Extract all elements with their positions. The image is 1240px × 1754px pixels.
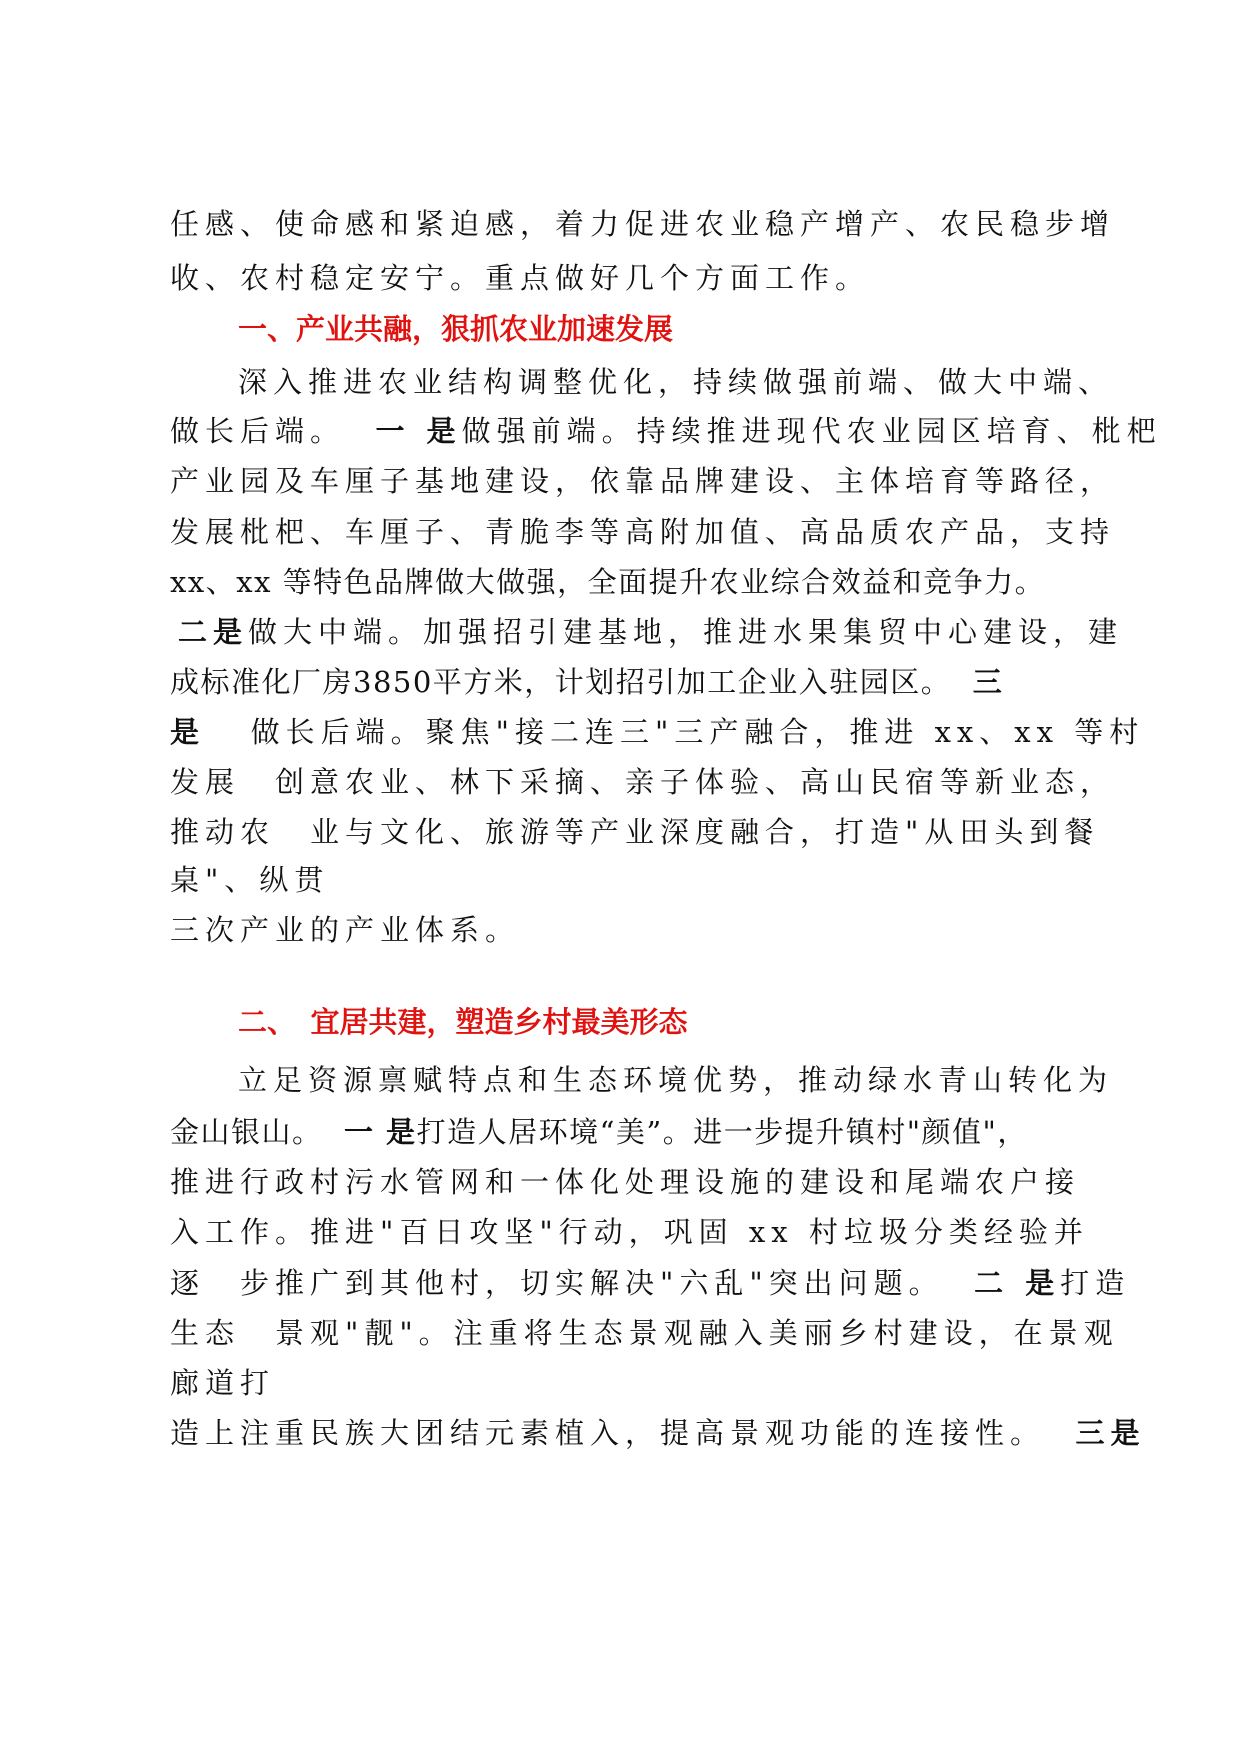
text-run: 收、农村稳定安宁。重点做好几个方面工作。 <box>170 261 871 295</box>
paragraph-line <box>170 764 1115 800</box>
text-run: xx、xx 等特色品牌做大做强，全面提升农业综合效益和竞争力。 <box>170 565 1046 599</box>
paragraph-line <box>170 564 1045 600</box>
paragraph-line <box>170 1265 1130 1301</box>
paragraph-line <box>170 206 1115 242</box>
paragraph-line <box>170 862 329 898</box>
text-run: 打造 <box>1060 1266 1131 1300</box>
section-heading-1: 一、产业共融，狠抓农业加速发展 <box>238 312 674 346</box>
paragraph-line <box>170 1415 1145 1451</box>
paragraph-line <box>170 1315 1119 1351</box>
paragraph-line <box>170 664 1003 700</box>
emphasis-label: 二是 <box>178 615 249 649</box>
text-run: 做大中端。加强招引建基地，推进水果集贸中心建设，建 <box>248 615 1124 649</box>
paragraph-line <box>170 714 1144 750</box>
paragraph-line <box>170 912 520 948</box>
text-run: 深入推进农业结构调整优化，持续做强前端、做大中端、 <box>238 365 1114 399</box>
paragraph-line <box>170 1164 1080 1200</box>
text-run: 造上注重民族大团结元素植入，提高景观功能的连接性。 <box>170 1416 1046 1450</box>
paragraph-line <box>170 514 1115 550</box>
text-run: 生态 景观"靓"。注重将生态景观融入美丽乡村建设，在景观 <box>170 1316 1119 1350</box>
text-run: 打造人居环境“美”。进一步提升镇村"颜值"， <box>416 1115 1028 1149</box>
text-run: 推动农 业与文化、旅游等产业深度融合，打造"从田头到餐 <box>170 815 1100 849</box>
paragraph-line <box>170 814 1099 850</box>
text-run: 任感、使命感和紧迫感，着力促进农业稳产增产、农民稳步增 <box>170 207 1116 241</box>
paragraph-line <box>178 614 1123 650</box>
emphasis-label: 是 <box>170 715 206 749</box>
text-run: 成标准化厂房3850平方米，计划招引加工企业入驻园区。 <box>170 665 952 699</box>
paragraph-line <box>170 413 1162 449</box>
text-run: 发展 创意农业、林下采摘、亲子体验、高山民宿等新业态， <box>170 765 1116 799</box>
emphasis-label: 一 是 <box>375 414 462 448</box>
text-run: 逐 步推广到其他村，切实解决"六乱"突出问题。 <box>170 1266 944 1300</box>
text-run: 立足资源禀赋特点和生态环境优势，推动绿水青山转化为 <box>238 1063 1114 1097</box>
text-run: 入工作。推进"百日攻坚"行动，巩固 xx 村垃圾分类经验并 <box>170 1215 1089 1249</box>
text-run: 金山银山。 <box>170 1115 323 1149</box>
paragraph-line <box>170 1114 1028 1150</box>
emphasis-label: 一 是 <box>343 1115 417 1149</box>
text-run: 做长后端。 <box>170 414 346 448</box>
text-run: 发展枇杷、车厘子、青脆李等高附加值、高品质农产品，支持 <box>170 515 1116 549</box>
text-run: 廊道打 <box>170 1366 276 1400</box>
paragraph-line <box>170 463 1115 499</box>
emphasis-label: 三是 <box>1075 1416 1146 1450</box>
emphasis-label: 二 是 <box>974 1266 1061 1300</box>
paragraph-line <box>238 364 1113 400</box>
text-run: 桌"、纵贯 <box>170 863 330 897</box>
paragraph-line <box>170 260 870 296</box>
text-run: 做强前端。持续推进现代农业园区培育、枇杷 <box>461 414 1162 448</box>
text-run: 做长后端。聚焦"接二连三"三产融合，推进 xx、xx 等村 <box>250 715 1145 749</box>
emphasis-label: 三 <box>972 665 1004 699</box>
paragraph-line <box>170 1365 275 1401</box>
text-run: 三次产业的产业体系。 <box>170 913 521 947</box>
text-run: 推进行政村污水管网和一体化处理设施的建设和尾端农户接 <box>170 1165 1081 1199</box>
text-run: 产业园及车厘子基地建设，依靠品牌建设、主体培育等路径， <box>170 464 1116 498</box>
paragraph-line <box>170 1214 1089 1250</box>
paragraph-line <box>238 1062 1113 1098</box>
section-heading-2: 二、 宜居共建，塑造乡村最美形态 <box>238 1005 688 1039</box>
